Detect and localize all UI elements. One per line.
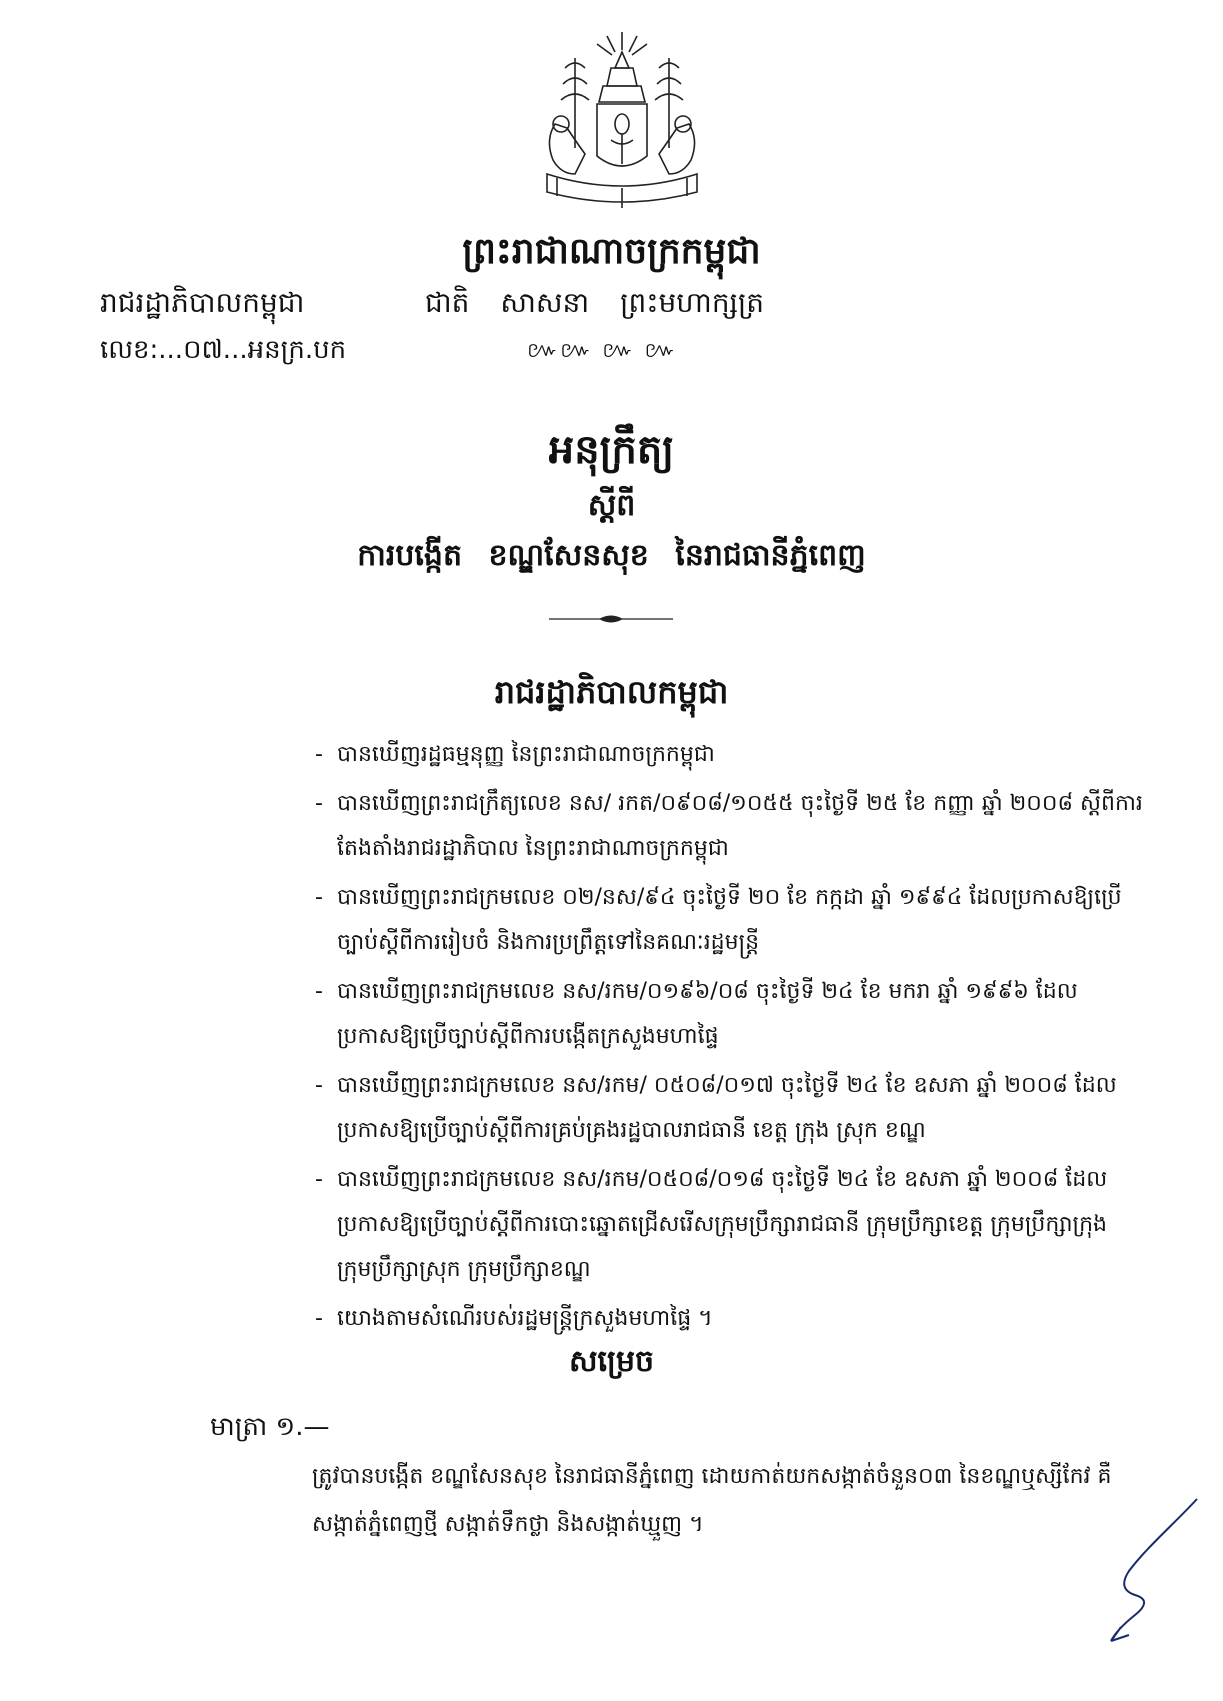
list-item: - បានឃើញព្រះរាជក្រឹត្យលេខ នស/ រកត/០៩០៨/១០៥៥ ចុះថ្ងៃទី ២៥ ខែ កញ្ញា ឆ្នាំ ២០០៨ ស្តីពីការតែងតាំងរាជរដ្ឋាភិបាល នៃព្រះរាជាណាចក្រកម្ពុជា [315,791,1143,861]
consideration-text: បានឃើញព្រះរាជក្រមលេខ នស/រកម/០១៩៦/០៨ ចុះថ្ងៃទី ២៤ ខែ មករា ឆ្នាំ ១៩៩៦ ដែលប្រកាសឱ្យប្រើច្បាប់ស្តីពីការបង្កើតក្រសួងមហាផ្ទៃ [337,979,1078,1049]
list-item: - បានឃើញព្រះរាជក្រមលេខ នស/រកម/០៥០៨/០១៨ ចុះថ្ងៃទី ២៤ ខែ ឧសភា ឆ្នាំ ២០០៨ ដែលប្រកាសឱ្យប្រើច្បាប់ស្តីពីការបោះឆ្នោតជ្រើសរើសក្រុមប្រឹក្សារាជធានី ក្រុមប្រឹក្សាខេត្ត ក្រុមប្រឹក្សាក្រុង ក្រុមប្រឹក្សាស្រុក ក្រុមប្រឹក្សាខណ្ឌ [315,1167,1108,1282]
document-type-title: អនុក្រឹត្យ [548,427,675,473]
list-item: - បានឃើញព្រះរាជក្រមលេខ នស/រកម/០១៩៦/០៨ ចុះថ្ងៃទី ២៤ ខែ មករា ឆ្នាំ ១៩៩៦ ដែលប្រកាសឱ្យប្រើច្បាប់ស្តីពីការបង្កើតក្រសួងមហាផ្ទៃ [315,979,1078,1049]
consideration-text: បានឃើញព្រះរាជក្រមលេខ ០២/នស/៩៤ ចុះថ្ងៃទី ២០ ខែ កក្កដា ឆ្នាំ ១៩៩៤ ដែលប្រកាសឱ្យប្រើច្បាប់ស្តីពីការរៀបចំ និងការប្រព្រឹត្តទៅនៃគណៈរដ្ឋមន្ត្រី [337,885,1122,955]
consideration-text: បានឃើញរដ្ឋធម្មនុញ្ញ នៃព្រះរាជាណាចក្រកម្ពុជា [337,742,715,767]
decree-subject: ការបង្កើត ខណ្ឌសែនសុខ នៃរាជធានីភ្នំពេញ [357,538,866,573]
consideration-text: បានឃើញព្រះរាជក្រមលេខ នស/រកម/ ០៥០៨/០១៧ ចុះថ្ងៃទី ២៤ ខែ ឧសភា ឆ្នាំ ២០០៨ ដែលប្រកាសឱ្យប្រើច្បាប់ស្តីពីការគ្រប់គ្រងរដ្ឋបាលរាជធានី ខេត្ត ក្រុង ស្រុក ខណ្ឌ [337,1073,1117,1143]
article-1-text: ត្រូវបានបង្កើត ខណ្ឌសែនសុខ នៃរាជធានីភ្នំពេញ ដោយកាត់យកសង្កាត់ចំនួន០៣ នៃខណ្ឌឬស្សីកែវ គឺ សង្កាត់ភ្នំពេញថ្មី សង្កាត់ទឹកថ្លា និងសង្កាត់ឃ្មួញ ។ [312,1464,1112,1537]
list-item: - យោងតាមសំណើរបស់រដ្ឋមន្ត្រីក្រសួងមហាផ្ទៃ ។ [315,1306,713,1331]
consideration-text: បានឃើញព្រះរាជក្រឹត្យលេខ នស/ រកត/០៩០៨/១០៥៥ ចុះថ្ងៃទី ២៥ ខែ កញ្ញា ឆ្នាំ ២០០៨ ស្តីពីការតែងតាំងរាជរដ្ឋាភិបាល នៃព្រះរាជាណាចក្រកម្ពុជា [337,791,1143,861]
kingdom-title: ព្រះរាជាណាចក្រកម្ពុជា [462,231,761,272]
considerations-list [315,732,1145,1345]
royal-coat-of-arms-emblem [527,28,717,218]
list-item: - បានឃើញរដ្ឋធម្មនុញ្ញ នៃព្រះរាជាណាចក្រកម្ពុជា [315,742,715,767]
reference-number: លេខ:...០៧...អនក្រ.បក [100,335,347,365]
government-name: រាជរដ្ឋាភិបាលកម្ពុជា [100,286,305,319]
handwritten-signature [1095,1495,1205,1645]
list-item: - បានឃើញព្រះរាជក្រមលេខ ០២/នស/៩៤ ចុះថ្ងៃទី ២០ ខែ កក្កដា ឆ្នាំ ១៩៩៤ ដែលប្រកាសឱ្យប្រើច្បាប់ស្តីពីការរៀបចំ និងការប្រព្រឹត្តទៅនៃគណៈរដ្ឋមន្ត្រី [315,885,1122,955]
list-item: - បានឃើញព្រះរាជក្រមលេខ នស/រកម/ ០៥០៨/០១៧ ចុះថ្ងៃទី ២៤ ខែ ឧសភា ឆ្នាំ ២០០៨ ដែលប្រកាសឱ្យប្រើច្បាប់ស្តីពីការគ្រប់គ្រងរដ្ឋបាលរាជធានី ខេត្ត ក្រុង ស្រុក ខណ្ឌ [315,1073,1117,1143]
motto-ornament: ៚៚ ៚ ៚ [527,338,678,363]
ornamental-divider [549,612,673,626]
regarding-label: ស្តីពី [587,488,636,523]
consideration-text: បានឃើញព្រះរាជក្រមលេខ នស/រកម/០៥០៨/០១៨ ចុះថ្ងៃទី ២៤ ខែ ឧសភា ឆ្នាំ ២០០៨ ដែលប្រកាសឱ្យប្រើច្បាប់ស្តីពីការបោះឆ្នោតជ្រើសរើសក្រុមប្រឹក្សារាជធានី ក្រុមប្រឹក្សាខេត្ត ក្រុមប្រឹក្សាក្រុង ក្រុមប្រឹក្សាស្រុក ក្រុមប្រឹក្សាខណ្ឌ [337,1167,1108,1282]
issuer-heading: រាជរដ្ឋាភិបាលកម្ពុជា [494,673,729,711]
decision-heading: សម្រេច [568,1344,655,1379]
national-motto: ជាតិ សាសនា ព្រះមហាក្សត្រ [425,286,765,319]
article-1-label: មាត្រា ១.— [210,1412,330,1442]
consideration-text: យោងតាមសំណើរបស់រដ្ឋមន្ត្រីក្រសួងមហាផ្ទៃ ។ [337,1306,713,1331]
